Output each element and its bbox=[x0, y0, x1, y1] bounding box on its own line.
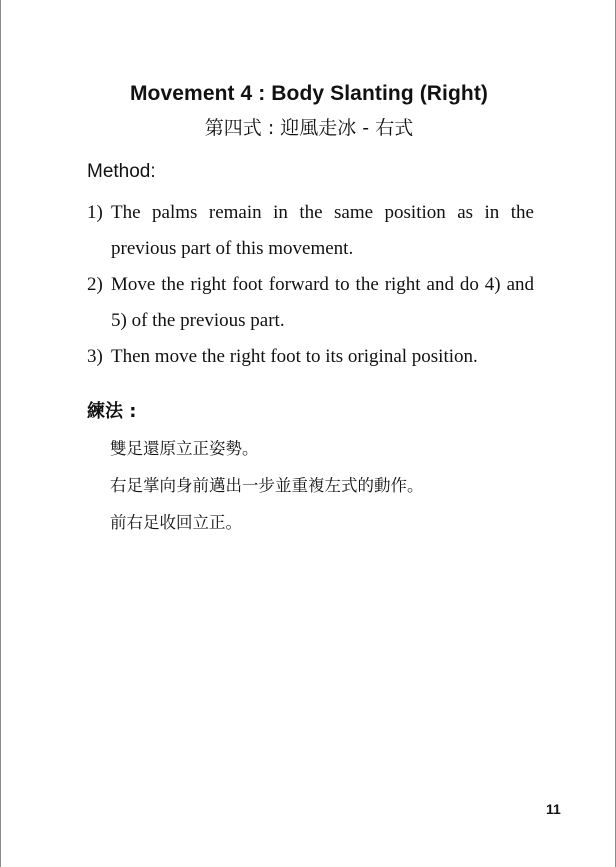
title-chinese: 第四式 : 迎風走冰 - 右式 bbox=[204, 117, 414, 139]
step-number: 2) bbox=[87, 274, 103, 295]
method-step bbox=[87, 339, 534, 375]
method-heading: Method: bbox=[87, 161, 156, 182]
chinese-step-line: 前右足收回立正。 bbox=[110, 513, 242, 532]
page-number: 11 bbox=[546, 801, 561, 817]
step-text: Move the right foot forward to the right and do 4) and 5) of the previous part. bbox=[111, 274, 534, 331]
method-step bbox=[87, 195, 534, 267]
chinese-step-line: 右足掌向身前邁出一步並重複左式的動作。 bbox=[110, 476, 424, 495]
method-steps-list bbox=[87, 195, 534, 375]
title-english: Movement 4 : Body Slanting (Right) bbox=[129, 82, 489, 105]
step-number: 1) bbox=[87, 202, 103, 223]
method-heading-chinese: 練法 : bbox=[87, 401, 137, 422]
step-text: Then move the right foot to its original position. bbox=[111, 346, 478, 367]
method-step bbox=[87, 267, 534, 339]
method-steps-chinese bbox=[110, 430, 424, 541]
step-text: The palms remain in the same position as in the previous part of this movement. bbox=[111, 202, 534, 259]
step-number: 3) bbox=[87, 346, 103, 367]
chinese-step-line: 雙足還原立正姿勢。 bbox=[110, 439, 259, 458]
